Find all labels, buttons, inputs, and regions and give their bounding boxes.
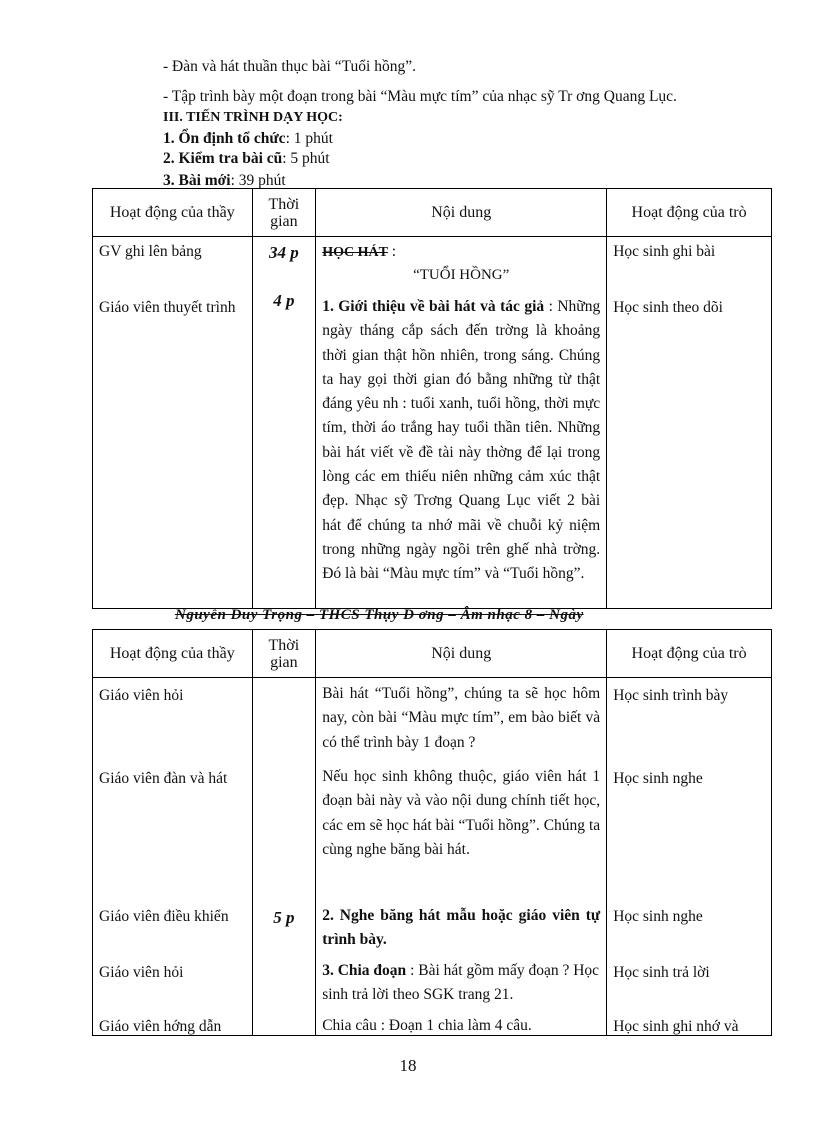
- item-2-time: : 5 phút: [282, 150, 330, 167]
- header-student: Hoạt động của trò: [607, 189, 772, 237]
- d-student: Học sinh trả lời: [613, 964, 710, 981]
- student-cell: [607, 237, 772, 609]
- header-content: Nội dung: [316, 189, 607, 237]
- r2-colon: :: [544, 298, 553, 315]
- r1-title-line: [322, 243, 396, 261]
- c-student: Học sinh nghe: [613, 908, 703, 925]
- b-teacher: Giáo viên đàn và hát: [99, 770, 228, 787]
- footer-signature: Nguyễn Duy Trọng – THCS Thụy D ơng – Âm nhạc 8 – Ngày: [175, 607, 584, 623]
- time-cell: [252, 237, 316, 609]
- a-content: Bài hát “Tuổi hồng”, chúng ta sẽ học hôm nay, còn bài “Màu mực tím”, em bào biết và có thể trình bày 1 đoạn ?: [322, 685, 601, 751]
- table-2-header-row: [93, 630, 772, 678]
- table-row: [93, 237, 772, 609]
- item-2-label: 2. Kiểm tra bài cũ: [163, 150, 283, 167]
- r2-body: Những ngày tháng cắp sách đến trờng là khoảng thời gian thật hồn nhiên, trong sáng. Chúng ta hay gọi thời gian đó bằng những từ thật đáng yêu nh : tuổi xanh, tuổi hồng, thời mực tím, thời áo trắng hay tuổi thần tiên. Những bài hát viết về đề tài này thờng để lại trong lòng các em thiếu niên những cảm xúc thật đẹp. Nhạc sỹ Trơng Quang Lục viết 2 bài hát để chúng ta nhớ mãi về chuỗi kỷ niệm trong những ngày ngồi trên ghế nhà trờng. Đó là bài “Màu mực tím” và “Tuổi hồng”.: [322, 298, 601, 583]
- section-heading: III. TIẾN TRÌNH DẠY HỌC:: [163, 110, 343, 125]
- table-row: [93, 678, 772, 1036]
- item-1-time: : 1 phút: [285, 130, 333, 147]
- header-teacher: Hoạt động của thầy: [93, 630, 253, 678]
- r2-time: 4 p: [273, 291, 295, 310]
- lesson-table-1: [92, 188, 772, 609]
- b-student: Học sinh nghe: [613, 770, 703, 787]
- header-teacher: Hoạt động của thầy: [93, 189, 253, 237]
- content-cell: [316, 678, 607, 1036]
- r2-content: [322, 295, 600, 609]
- c-time: 5 p: [273, 908, 295, 927]
- a-teacher: Giáo viên hỏi: [99, 687, 184, 704]
- d-teacher: Giáo viên hỏi: [99, 964, 184, 981]
- c-content: 2. Nghe băng hát mẫu hoặc giáo viên tự trình bày.: [322, 907, 601, 949]
- header-time: Thời gian: [252, 630, 316, 678]
- d-heading: 3. Chia đoạn: [322, 962, 407, 979]
- a-student: Học sinh trình bày: [613, 687, 729, 704]
- item-1-label: 1. Ổn định tổ chức: [163, 130, 286, 147]
- intro-line-1: - Đàn và hát thuần thục bài “Tuổi hồng”.: [163, 58, 416, 75]
- e-student: Học sinh ghi nhớ và: [613, 1018, 739, 1035]
- item-3-label: 3. Bài mới: [163, 172, 231, 188]
- r2-teacher: Giáo viên thuyết trình: [99, 299, 236, 316]
- b-content: Nếu học sinh không thuộc, giáo viên hát 1 đoạn bài này và vào nội dung chính tiết học, các em sẽ học hát bài “Tuổi hồng”. Chúng ta cùng nghe băng bài hát.: [322, 768, 601, 858]
- lesson-table-2: [92, 629, 772, 1036]
- teacher-cell: [93, 237, 253, 609]
- student-cell: [607, 678, 772, 1036]
- item-3-time: : 39 phút: [230, 172, 286, 188]
- page-number: 18: [399, 1056, 417, 1075]
- d-content-text: : Bài hát gồm mấy đoạn ? Học sinh trả lời theo SGK trang 21.: [322, 962, 600, 1004]
- r1-time: 34 p: [269, 243, 299, 262]
- r1-song: “TUỔI HỒNG”: [413, 267, 510, 283]
- e-teacher: Giáo viên hớng dẫn: [99, 1018, 222, 1035]
- header-time: Thời gian: [252, 189, 316, 237]
- intro-item-3: [163, 172, 286, 188]
- r1-colon: :: [387, 243, 397, 260]
- r1-title: HỌC HÁT: [322, 245, 388, 260]
- header-content: Nội dung: [316, 630, 607, 678]
- table-1-header-row: [93, 189, 772, 237]
- intro-line-2: - Tập trình bày một đoạn trong bài “Màu mực tím” của nhạc sỹ Tr ơng Quang Lục.: [163, 88, 677, 105]
- e-content: Chia câu : Đoạn 1 chia làm 4 câu.: [322, 1017, 532, 1034]
- r1-student: Học sinh ghi bài: [613, 243, 716, 260]
- intro-item-1: [163, 130, 333, 148]
- d-content: [322, 959, 600, 1008]
- c-teacher: Giáo viên điều khiển: [99, 908, 229, 925]
- r2-heading: 1. Giới thiệu về bài hát và tác giả: [322, 298, 545, 315]
- content-cell: [316, 237, 607, 609]
- time-cell: [252, 678, 316, 1036]
- header-student: Hoạt động của trò: [607, 630, 772, 678]
- r1-teacher: GV ghi lên bảng: [99, 243, 202, 260]
- intro-item-2: [163, 150, 330, 168]
- teacher-cell: [93, 678, 253, 1036]
- r2-student: Học sinh theo dõi: [613, 299, 723, 316]
